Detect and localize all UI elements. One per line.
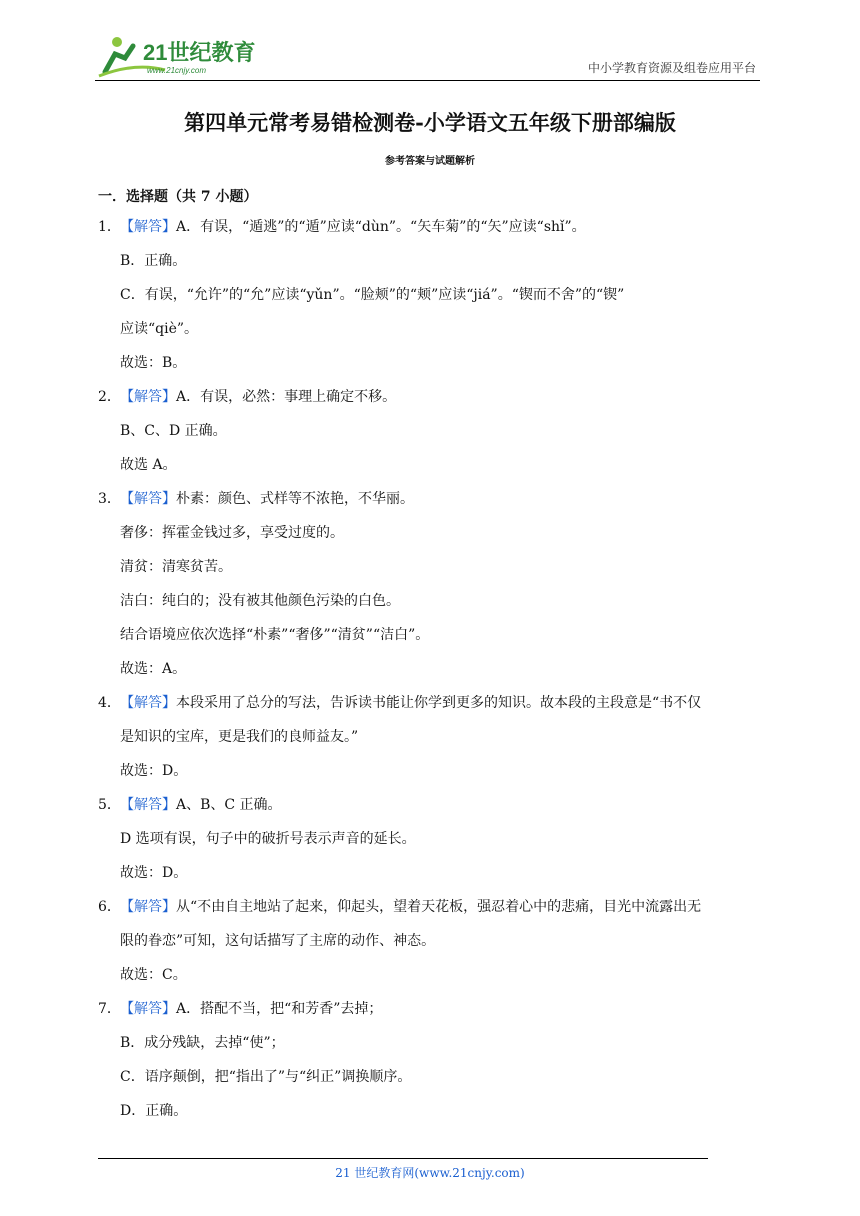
page-title: 第四单元常考易错检测卷-小学语文五年级下册部编版 <box>184 110 676 135</box>
q2-line-1: 2．【解答】A．有误，必然：事理上确定不移。 <box>98 389 397 405</box>
q3-line-6: 故选：A。 <box>120 661 187 677</box>
logo-icon <box>95 32 265 78</box>
answer-tag: 【解答】 <box>120 899 176 915</box>
q1-line-3: C．有误，“允许”的“允”应读“yǔn”。“脸颊”的“颊”应读“jiá”。“锲而不舍”的“锲” <box>120 287 625 303</box>
q7-line-1: 7．【解答】A．搭配不当，把“和芳香”去掉； <box>98 1001 383 1017</box>
q6-line-3: 故选：C。 <box>120 967 187 983</box>
answer-tag: 【解答】 <box>120 219 176 235</box>
answer-tag: 【解答】 <box>120 695 176 711</box>
q1-line-4: 应读“qiè”。 <box>120 321 199 337</box>
q6-line-2: 限的眷恋”可知，这句话描写了主席的动作、神态。 <box>120 933 436 949</box>
q3-line-3: 清贫：清寒贫苦。 <box>120 559 232 575</box>
q7-line-2: B．成分残缺，去掉“使”； <box>120 1035 285 1051</box>
q4-line-2: 是知识的宝库，更是我们的良师益友。” <box>120 729 359 745</box>
page-header <box>95 32 760 81</box>
answer-tag: 【解答】 <box>120 491 176 507</box>
q3-line-2: 奢侈：挥霍金钱过多，享受过度的。 <box>120 525 344 541</box>
q2-line-3: 故选 A。 <box>120 457 177 473</box>
answer-tag: 【解答】 <box>120 797 176 813</box>
q7-line-3: C．语序颠倒，把“指出了”与“纠正”调换顺序。 <box>120 1069 412 1085</box>
q1-line-2: B．正确。 <box>120 253 187 269</box>
svg-text:www.21cnjy.com: www.21cnjy.com <box>147 66 206 75</box>
q5-line-2: D 选项有误，句子中的破折号表示声音的延长。 <box>120 831 416 847</box>
q5-line-3: 故选：D。 <box>120 865 188 881</box>
answer-tag: 【解答】 <box>120 389 176 405</box>
answer-tag: 【解答】 <box>120 1001 176 1017</box>
q7-line-4: D．正确。 <box>120 1103 188 1119</box>
q4-line-3: 故选：D。 <box>120 763 188 779</box>
q3-line-5: 结合语境应依次选择“朴素”“奢侈”“清贫”“洁白”。 <box>120 627 430 643</box>
svg-text:21世纪教育: 21世纪教育 <box>143 40 256 65</box>
footer-divider <box>98 1158 708 1159</box>
q3-line-4: 洁白：纯白的；没有被其他颜色污染的白色。 <box>120 593 400 609</box>
q1-line-1: 1．【解答】A．有误，“遁逃”的“遁”应读“dùn”。“矢车菊”的“矢”应读“shǐ”。 <box>98 219 586 235</box>
q2-line-2: B、C、D 正确。 <box>120 423 227 439</box>
q1-line-5: 故选：B。 <box>120 355 187 371</box>
answer-list <box>98 210 763 1128</box>
q6-line-1: 6．【解答】从“不由自主地站了起来，仰起头，望着天花板，强忍着心中的悲痛，目光中流露出无 <box>98 899 702 915</box>
platform-name: 中小学教育资源及组卷应用平台 <box>587 61 756 75</box>
page-subtitle: 参考答案与试题解析 <box>385 156 475 167</box>
section-heading: 一．选择题（共 7 小题） <box>98 189 258 205</box>
footer-text: 21 世纪教育网(www.21cnjy.com) <box>335 1166 525 1180</box>
q5-line-1: 5．【解答】A、B、C 正确。 <box>98 797 282 813</box>
q4-line-1: 4．【解答】本段采用了总分的写法，告诉读书能让你学到更多的知识。故本段的主段意是“书不仅 <box>98 695 702 711</box>
q3-line-1: 3．【解答】朴素：颜色、式样等不浓艳，不华丽。 <box>98 491 414 507</box>
